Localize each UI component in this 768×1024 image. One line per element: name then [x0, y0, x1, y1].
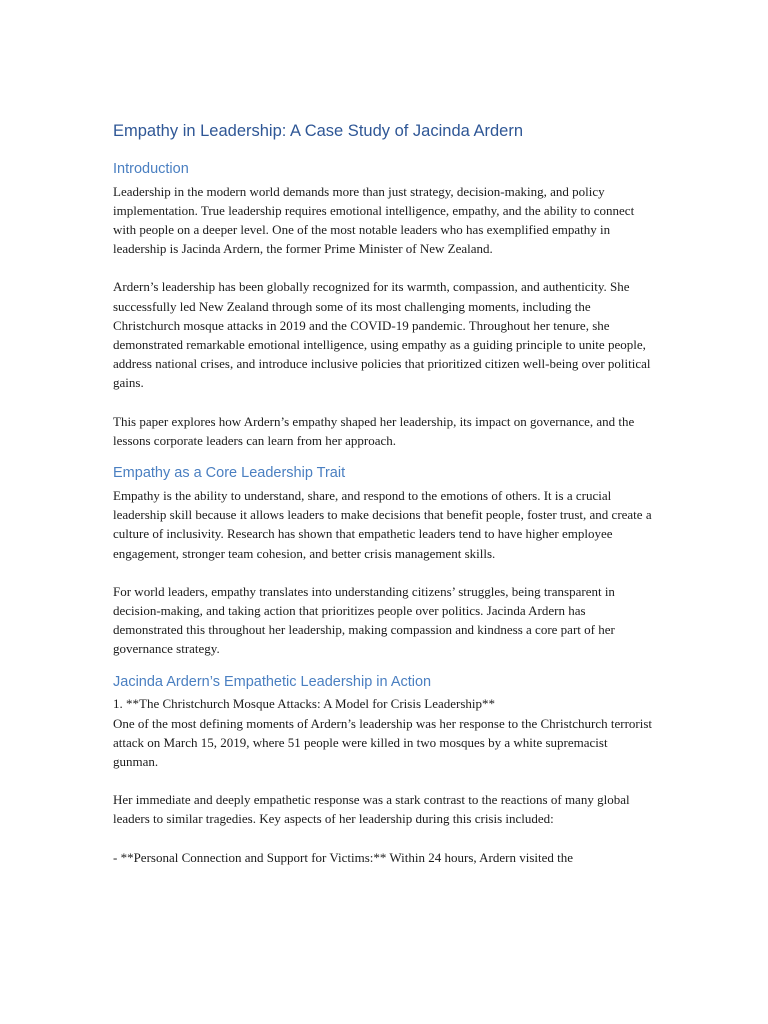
- section-core-trait: [113, 464, 653, 658]
- paragraph: This paper explores how Ardern’s empathy shaped her leadership, its impact on governance, and the lessons corporate leaders can learn from her approach.: [113, 413, 635, 448]
- section-heading-in-action: Jacinda Ardern’s Empathetic Leadership in Action: [113, 673, 432, 690]
- paragraph: One of the most defining moments of Ardern’s leadership was her response to the Christchurch terrorist attack on March 15, 2019, where 51 people were killed in two mosques by a white supremacist gunman.: [113, 715, 653, 769]
- paragraph: Ardern’s leadership has been globally recognized for its warmth, compassion, and authenticity. She successfully led New Zealand through some of its most challenging moments, including the Christchurch mosque attacks in 2019 and the COVID-19 pandemic. Throughout her tenure, she demonstrated remarkable emotional intelligence, using empathy as a guiding principle to unite people, address national crises, and introduce inclusive policies that prioritized citizen well-being over political gains.: [113, 279, 651, 391]
- paragraph: Her immediate and deeply empathetic response was a stark contrast to the reactions of many global leaders to similar tragedies. Key aspects of her leadership during this crisis included:: [113, 792, 630, 827]
- numbered-item-title: 1. **The Christchurch Mosque Attacks: A Model for Crisis Leadership**: [113, 696, 496, 712]
- section-heading-core-trait: Empathy as a Core Leadership Trait: [113, 465, 346, 482]
- document-page: [113, 122, 653, 886]
- paragraph: Leadership in the modern world demands more than just strategy, decision-making, and policy implementation. True leadership requires emotional intelligence, empathy, and the ability to connect with people on a deeper level. One of the most notable leaders who has exemplified empathy in leadership is Jacinda Ardern, the former Prime Minister of New Zealand.: [113, 183, 635, 257]
- section-heading-introduction: Introduction: [113, 160, 189, 177]
- bullet-item: - **Personal Connection and Support for Victims:** Within 24 hours, Ardern visited the: [113, 849, 574, 865]
- paragraph: Empathy is the ability to understand, share, and respond to the emotions of others. It is a crucial leadership skill because it allows leaders to make decisions that benefit people, foster trust, and create a culture of inclusivity. Research has shown that empathetic leaders tend to have higher employee engagement, stronger team cohesion, and better crisis management skills.: [113, 487, 652, 561]
- section-in-action: [113, 673, 653, 867]
- paragraph: For world leaders, empathy translates into understanding citizens’ struggles, being transparent in decision-making, and taking action that prioritizes people over politics. Jacinda Ardern has demonstrated this throughout her leadership, making compassion and kindness a core part of her governance strategy.: [113, 583, 615, 657]
- document-title: Empathy in Leadership: A Case Study of Jacinda Ardern: [113, 122, 524, 140]
- section-introduction: [113, 160, 653, 450]
